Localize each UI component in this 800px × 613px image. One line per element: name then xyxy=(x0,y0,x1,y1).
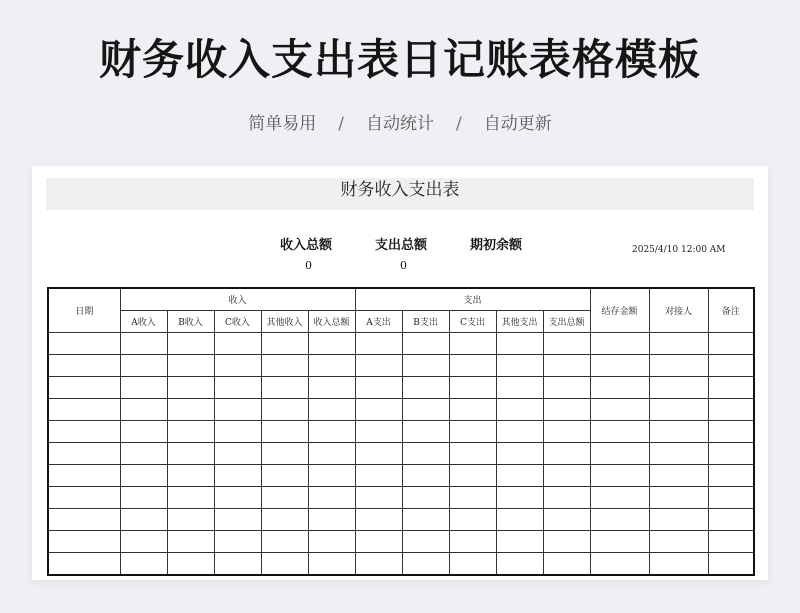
header-income-a: A收入 xyxy=(120,311,167,333)
table-cell[interactable] xyxy=(167,487,214,509)
table-row xyxy=(48,465,754,487)
table-cell[interactable] xyxy=(261,333,308,355)
table-cell[interactable] xyxy=(120,531,167,553)
table-cell[interactable] xyxy=(649,443,708,465)
table-row xyxy=(48,333,754,355)
table-cell[interactable] xyxy=(543,421,590,443)
table-cell[interactable] xyxy=(48,487,120,509)
table-cell[interactable] xyxy=(214,377,261,399)
header-balance: 结存金额 xyxy=(590,288,649,333)
table-cell[interactable] xyxy=(708,399,754,421)
date-stamp: 2025/4/10 12:00 AM xyxy=(632,245,726,255)
table-cell[interactable] xyxy=(308,487,355,509)
table-cell[interactable] xyxy=(214,333,261,355)
table-cell[interactable] xyxy=(402,553,449,576)
table-cell[interactable] xyxy=(167,333,214,355)
table-cell[interactable] xyxy=(167,421,214,443)
table-cell[interactable] xyxy=(649,355,708,377)
table-cell[interactable] xyxy=(214,553,261,576)
table-cell[interactable] xyxy=(48,333,120,355)
table-cell[interactable] xyxy=(496,531,543,553)
table-cell[interactable] xyxy=(708,553,754,576)
table-cell[interactable] xyxy=(308,553,355,576)
table-cell[interactable] xyxy=(120,399,167,421)
table-cell[interactable] xyxy=(308,443,355,465)
table-cell[interactable] xyxy=(355,531,402,553)
table-cell[interactable] xyxy=(308,333,355,355)
table-row xyxy=(48,531,754,553)
table-cell[interactable] xyxy=(590,553,649,576)
table-cell[interactable] xyxy=(708,377,754,399)
table-cell[interactable] xyxy=(167,531,214,553)
table-cell[interactable] xyxy=(590,333,649,355)
expense-total-label: 支出总额 xyxy=(375,238,428,253)
spreadsheet-preview xyxy=(32,166,768,580)
table-cell[interactable] xyxy=(449,355,496,377)
table-cell[interactable] xyxy=(355,553,402,576)
ledger-table xyxy=(47,287,755,576)
table-cell[interactable] xyxy=(214,421,261,443)
table-cell[interactable] xyxy=(402,465,449,487)
table-cell[interactable] xyxy=(261,399,308,421)
table-cell[interactable] xyxy=(590,377,649,399)
table-cell[interactable] xyxy=(402,487,449,509)
table-cell[interactable] xyxy=(48,355,120,377)
table-cell[interactable] xyxy=(496,333,543,355)
table-cell[interactable] xyxy=(402,355,449,377)
table-row xyxy=(48,509,754,531)
table-cell[interactable] xyxy=(649,531,708,553)
header-income-c: C收入 xyxy=(214,311,261,333)
table-cell[interactable] xyxy=(496,509,543,531)
table-cell[interactable] xyxy=(120,509,167,531)
table-cell[interactable] xyxy=(261,377,308,399)
table-cell[interactable] xyxy=(167,509,214,531)
table-cell[interactable] xyxy=(449,399,496,421)
table-cell[interactable] xyxy=(120,377,167,399)
table-cell[interactable] xyxy=(708,443,754,465)
table-cell[interactable] xyxy=(543,333,590,355)
table-cell[interactable] xyxy=(261,487,308,509)
table-row xyxy=(48,553,754,576)
table-cell[interactable] xyxy=(402,509,449,531)
table-cell[interactable] xyxy=(543,377,590,399)
table-cell[interactable] xyxy=(167,399,214,421)
table-cell[interactable] xyxy=(402,421,449,443)
table-cell[interactable] xyxy=(261,443,308,465)
header-date: 日期 xyxy=(48,288,120,333)
table-cell[interactable] xyxy=(449,465,496,487)
table-cell[interactable] xyxy=(402,377,449,399)
table-cell[interactable] xyxy=(590,399,649,421)
table-cell[interactable] xyxy=(355,465,402,487)
table-cell[interactable] xyxy=(167,465,214,487)
table-cell[interactable] xyxy=(261,355,308,377)
table-cell[interactable] xyxy=(308,355,355,377)
table-cell[interactable] xyxy=(543,531,590,553)
header-expense-total: 支出总额 xyxy=(543,311,590,333)
table-cell[interactable] xyxy=(308,377,355,399)
table-cell[interactable] xyxy=(355,443,402,465)
table-cell[interactable] xyxy=(449,509,496,531)
tag-separator: / xyxy=(338,114,344,134)
table-cell[interactable] xyxy=(308,399,355,421)
table-cell[interactable] xyxy=(590,509,649,531)
header-contact: 对接人 xyxy=(649,288,708,333)
table-cell[interactable] xyxy=(708,333,754,355)
table-cell[interactable] xyxy=(120,355,167,377)
table-cell[interactable] xyxy=(48,553,120,576)
table-cell[interactable] xyxy=(496,355,543,377)
table-cell[interactable] xyxy=(355,509,402,531)
table-cell[interactable] xyxy=(708,465,754,487)
income-total-value: 0 xyxy=(305,259,312,272)
page-title: 财务收入支出表日记账表格模板 xyxy=(98,35,701,84)
table-cell[interactable] xyxy=(649,377,708,399)
table-cell[interactable] xyxy=(543,465,590,487)
table-cell[interactable] xyxy=(120,421,167,443)
table-cell[interactable] xyxy=(543,487,590,509)
table-cell[interactable] xyxy=(590,487,649,509)
tag-easy: 简单易用 xyxy=(248,114,317,134)
table-cell[interactable] xyxy=(649,465,708,487)
table-cell[interactable] xyxy=(261,509,308,531)
table-cell[interactable] xyxy=(120,553,167,576)
table-cell[interactable] xyxy=(308,531,355,553)
table-row xyxy=(48,355,754,377)
table-cell[interactable] xyxy=(48,465,120,487)
tag-separator: / xyxy=(456,114,462,134)
table-cell[interactable] xyxy=(120,465,167,487)
table-cell[interactable] xyxy=(355,333,402,355)
table-cell[interactable] xyxy=(708,509,754,531)
table-cell[interactable] xyxy=(261,531,308,553)
table-cell[interactable] xyxy=(543,509,590,531)
table-cell[interactable] xyxy=(402,399,449,421)
table-cell[interactable] xyxy=(120,443,167,465)
tag-auto-update: 自动更新 xyxy=(483,114,552,134)
table-cell[interactable] xyxy=(590,531,649,553)
table-cell[interactable] xyxy=(708,531,754,553)
table-cell[interactable] xyxy=(261,421,308,443)
table-cell[interactable] xyxy=(308,509,355,531)
table-cell[interactable] xyxy=(708,421,754,443)
table-cell[interactable] xyxy=(308,421,355,443)
table-cell[interactable] xyxy=(708,355,754,377)
header-expense-c: C支出 xyxy=(449,311,496,333)
table-cell[interactable] xyxy=(167,355,214,377)
table-cell[interactable] xyxy=(649,509,708,531)
table-cell[interactable] xyxy=(590,465,649,487)
table-cell[interactable] xyxy=(214,355,261,377)
table-cell[interactable] xyxy=(449,553,496,576)
table-cell[interactable] xyxy=(402,531,449,553)
table-cell[interactable] xyxy=(449,443,496,465)
table-cell[interactable] xyxy=(48,421,120,443)
table-cell[interactable] xyxy=(48,443,120,465)
table-cell[interactable] xyxy=(649,553,708,576)
table-cell[interactable] xyxy=(649,421,708,443)
table-cell[interactable] xyxy=(214,399,261,421)
table-row xyxy=(48,377,754,399)
table-cell[interactable] xyxy=(543,399,590,421)
table-cell[interactable] xyxy=(496,421,543,443)
table-cell[interactable] xyxy=(48,377,120,399)
table-cell[interactable] xyxy=(48,531,120,553)
table-cell[interactable] xyxy=(355,421,402,443)
table-cell[interactable] xyxy=(496,443,543,465)
table-cell[interactable] xyxy=(214,465,261,487)
header-expense-a: A支出 xyxy=(355,311,402,333)
table-cell[interactable] xyxy=(590,421,649,443)
table-cell[interactable] xyxy=(543,443,590,465)
header-income-b: B收入 xyxy=(167,311,214,333)
table-cell[interactable] xyxy=(167,377,214,399)
table-cell[interactable] xyxy=(214,531,261,553)
table-cell[interactable] xyxy=(120,487,167,509)
table-cell[interactable] xyxy=(496,399,543,421)
header-income-group: 收入 xyxy=(120,288,355,311)
table-cell[interactable] xyxy=(496,377,543,399)
table-cell[interactable] xyxy=(48,509,120,531)
header-note: 备注 xyxy=(708,288,754,333)
table-cell[interactable] xyxy=(402,443,449,465)
table-cell[interactable] xyxy=(261,553,308,576)
tag-auto-stats: 自动统计 xyxy=(366,114,434,134)
table-cell[interactable] xyxy=(708,487,754,509)
table-cell[interactable] xyxy=(449,333,496,355)
table-cell[interactable] xyxy=(449,377,496,399)
header-income-total: 收入总额 xyxy=(308,311,355,333)
opening-balance-label: 期初余额 xyxy=(470,238,523,253)
table-cell[interactable] xyxy=(649,333,708,355)
table-cell[interactable] xyxy=(543,553,590,576)
sheet-title: 财务收入支出表 xyxy=(46,178,754,210)
table-cell[interactable] xyxy=(649,487,708,509)
expense-total-value: 0 xyxy=(400,259,407,272)
table-cell[interactable] xyxy=(355,377,402,399)
table-cell[interactable] xyxy=(590,443,649,465)
table-cell[interactable] xyxy=(449,531,496,553)
table-cell[interactable] xyxy=(308,465,355,487)
table-cell[interactable] xyxy=(355,355,402,377)
table-cell[interactable] xyxy=(543,355,590,377)
table-row xyxy=(48,487,754,509)
table-cell[interactable] xyxy=(167,443,214,465)
header-expense-other: 其他支出 xyxy=(496,311,543,333)
table-cell[interactable] xyxy=(214,443,261,465)
header-income-other: 其他收入 xyxy=(261,311,308,333)
table-cell[interactable] xyxy=(355,399,402,421)
income-total-label: 收入总额 xyxy=(280,238,333,253)
table-cell[interactable] xyxy=(649,399,708,421)
table-cell[interactable] xyxy=(167,553,214,576)
table-cell[interactable] xyxy=(496,553,543,576)
table-cell[interactable] xyxy=(120,333,167,355)
table-cell[interactable] xyxy=(214,509,261,531)
table-cell[interactable] xyxy=(214,487,261,509)
table-row xyxy=(48,399,754,421)
table-row xyxy=(48,443,754,465)
table-cell[interactable] xyxy=(402,333,449,355)
table-cell[interactable] xyxy=(261,465,308,487)
table-cell[interactable] xyxy=(449,421,496,443)
table-cell[interactable] xyxy=(496,465,543,487)
table-cell[interactable] xyxy=(48,399,120,421)
table-cell[interactable] xyxy=(590,355,649,377)
table-cell[interactable] xyxy=(355,487,402,509)
header-expense-group: 支出 xyxy=(355,288,590,311)
table-row xyxy=(48,421,754,443)
feature-tagline xyxy=(0,112,800,136)
header-expense-b: B支出 xyxy=(402,311,449,333)
table-cell[interactable] xyxy=(496,487,543,509)
table-cell[interactable] xyxy=(449,487,496,509)
